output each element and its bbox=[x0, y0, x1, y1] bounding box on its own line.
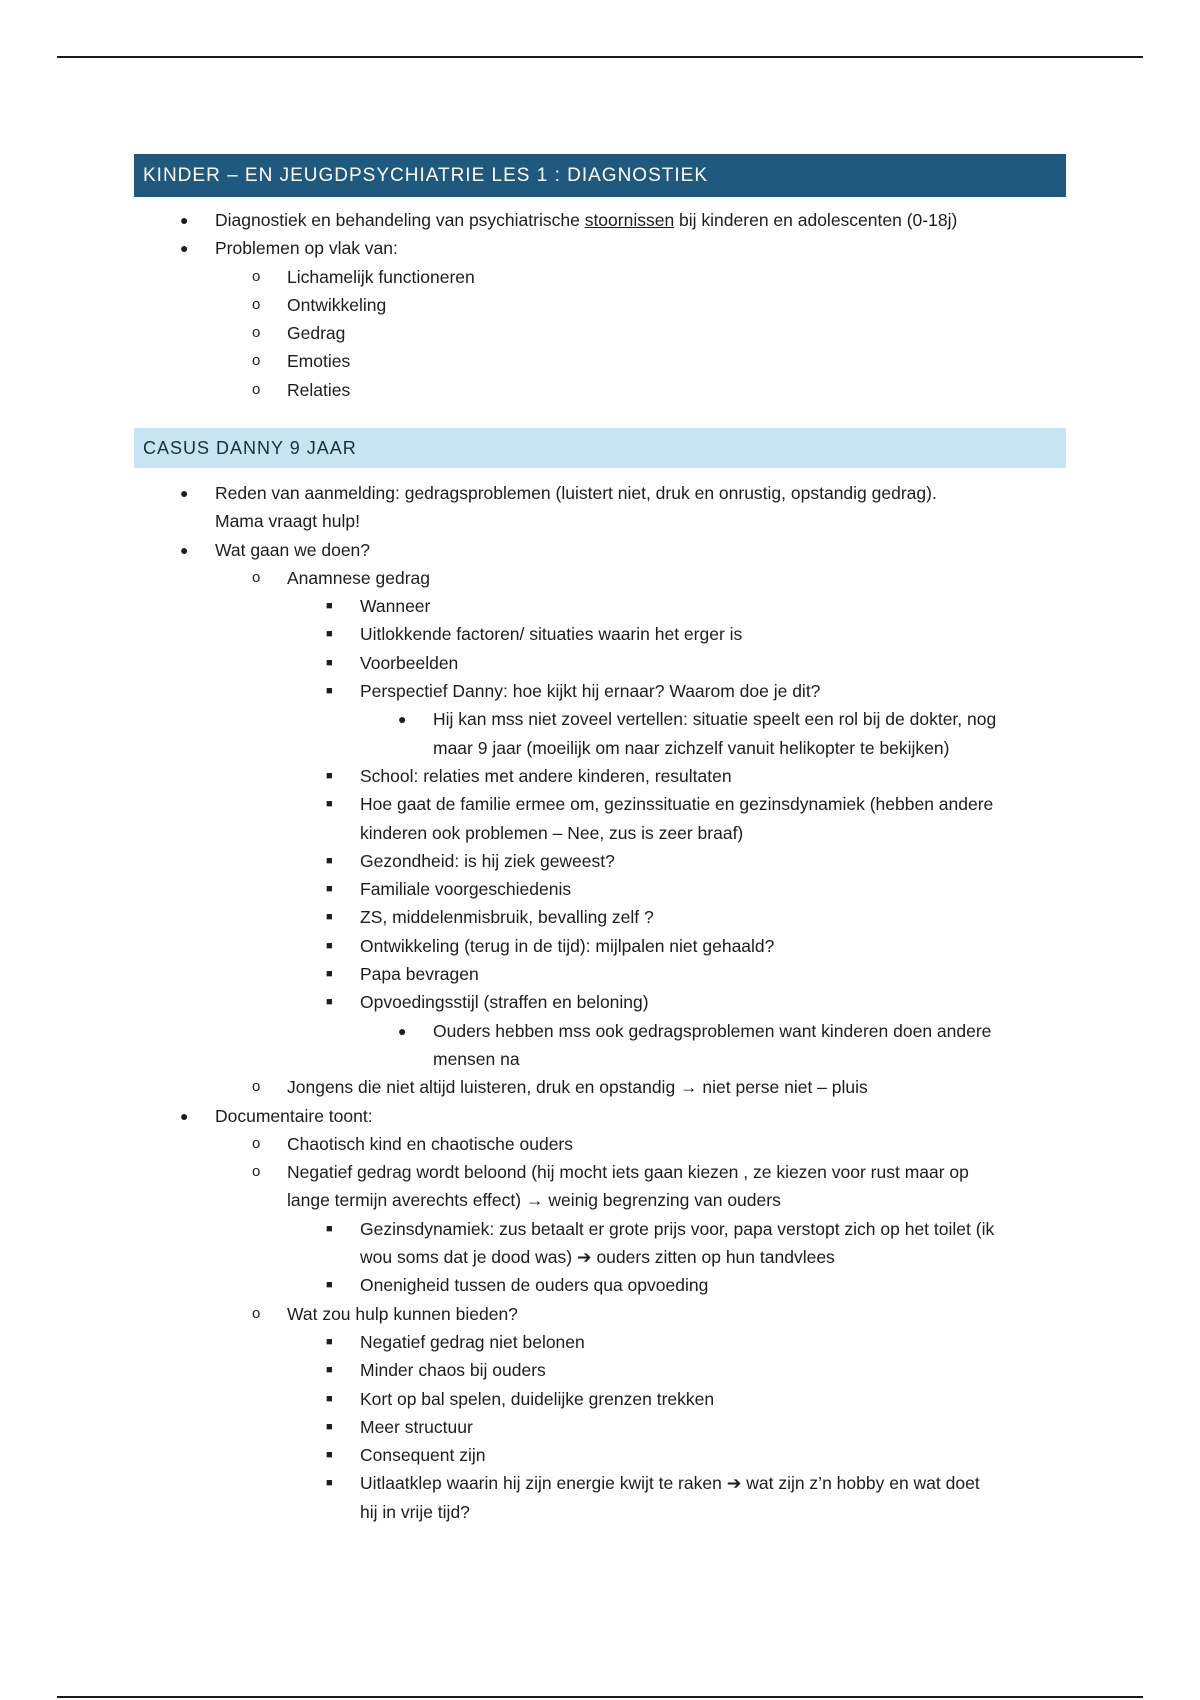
list-text: Meer structuur bbox=[360, 1416, 473, 1437]
list-text: Mama vraagt hulp! bbox=[215, 511, 360, 532]
square-bullet-icon: ■ bbox=[326, 1420, 333, 1433]
square-bullet-icon: ■ bbox=[326, 1222, 333, 1235]
square-bullet-icon: ■ bbox=[326, 883, 333, 896]
list-text: Ontwikkeling (terug in de tijd): mijlpalen niet gehaald? bbox=[360, 935, 775, 956]
list-item bbox=[0, 1130, 1055, 1158]
list-item-continuation bbox=[0, 1186, 1055, 1214]
list-item bbox=[0, 903, 1055, 931]
list-item-continuation bbox=[0, 1045, 1055, 1073]
list-item bbox=[0, 875, 1055, 903]
list-item bbox=[0, 376, 957, 404]
square-bullet-icon: ■ bbox=[326, 1335, 333, 1348]
list-text: Anamnese gedrag bbox=[287, 567, 431, 588]
list-item bbox=[0, 1300, 1055, 1328]
circle-bullet-icon: o bbox=[252, 295, 261, 313]
list-item bbox=[0, 1271, 1055, 1299]
list-item bbox=[0, 677, 1055, 705]
bullet-icon: ● bbox=[180, 240, 189, 257]
list-item bbox=[0, 847, 1055, 875]
list-item bbox=[0, 988, 1055, 1016]
bullet-icon: ● bbox=[180, 485, 189, 501]
list-text: Ouders hebben mss ook gedragsproblemen want kinderen doen andere bbox=[433, 1020, 992, 1041]
list-item bbox=[0, 592, 1055, 620]
square-bullet-icon: ■ bbox=[326, 628, 333, 641]
list-item-continuation bbox=[0, 1243, 1055, 1271]
list-item bbox=[0, 790, 1055, 818]
list-item-continuation bbox=[0, 1498, 1055, 1526]
list-item bbox=[0, 291, 957, 319]
square-bullet-icon: ■ bbox=[326, 600, 333, 613]
list-text: Relaties bbox=[287, 379, 351, 400]
list-text: Problemen op vlak van: bbox=[215, 238, 398, 259]
list-text: Perspectief Danny: hoe kijkt hij ernaar? Waarom doe je dit? bbox=[360, 681, 821, 702]
list-text: Chaotisch kind en chaotische ouders bbox=[287, 1133, 574, 1154]
list-item bbox=[0, 1328, 1055, 1356]
list-item bbox=[0, 1469, 1055, 1497]
section-heading-casus bbox=[134, 428, 1066, 468]
list-text: Familiale voorgeschiedenis bbox=[360, 879, 572, 900]
square-bullet-icon: ■ bbox=[326, 968, 333, 981]
page-title bbox=[134, 154, 1066, 197]
list-text: Uitlaatklep waarin hij zijn energie kwijt te raken ➔ wat zijn z’n hobby en wat doet bbox=[360, 1473, 980, 1494]
list-item bbox=[0, 1441, 1055, 1469]
list-text: Lichamelijk functioneren bbox=[287, 266, 475, 287]
bullet-icon: ● bbox=[398, 1022, 407, 1039]
list-text: Documentaire toont: bbox=[215, 1105, 373, 1126]
list-item bbox=[0, 319, 957, 347]
square-bullet-icon: ■ bbox=[326, 1449, 333, 1462]
square-bullet-icon: ■ bbox=[326, 685, 333, 698]
square-bullet-icon: ■ bbox=[326, 769, 333, 782]
list-item bbox=[0, 762, 1055, 790]
list-text: mensen na bbox=[433, 1048, 520, 1069]
list-item bbox=[0, 1413, 1055, 1441]
bullet-icon: ● bbox=[398, 711, 407, 728]
square-bullet-icon: ■ bbox=[326, 1279, 333, 1292]
list-text: Consequent zijn bbox=[360, 1445, 486, 1466]
square-bullet-icon: ■ bbox=[326, 939, 333, 952]
bullet-icon: ● bbox=[180, 212, 189, 228]
list-text: Emoties bbox=[287, 351, 351, 372]
casus-list bbox=[0, 479, 1055, 1526]
list-text: Hij kan mss niet zoveel vertellen: situatie speelt een rol bij de dokter, nog bbox=[433, 709, 997, 730]
circle-bullet-icon: o bbox=[252, 380, 261, 398]
list-text: Minder chaos bij ouders bbox=[360, 1360, 546, 1381]
list-text: Onenigheid tussen de ouders qua opvoeding bbox=[360, 1275, 709, 1296]
list-text: Negatief gedrag wordt beloond (hij mocht iets gaan kiezen , ze kiezen voor rust maar op bbox=[287, 1162, 969, 1183]
list-text: maar 9 jaar (moeilijk om naar zichzelf vanuit helikopter te bekijken) bbox=[433, 737, 950, 758]
circle-bullet-icon: o bbox=[252, 1304, 261, 1322]
list-item bbox=[0, 1073, 1055, 1101]
circle-bullet-icon: o bbox=[252, 1163, 261, 1181]
list-item bbox=[0, 1215, 1055, 1243]
circle-bullet-icon: o bbox=[252, 1078, 261, 1096]
square-bullet-icon: ■ bbox=[326, 1364, 333, 1377]
list-text: Papa bevragen bbox=[360, 964, 479, 985]
list-text: lange termijn averechts effect) → weinig begrenzing van ouders bbox=[287, 1190, 781, 1211]
intro-list bbox=[0, 206, 957, 404]
list-item-continuation bbox=[0, 507, 1055, 535]
list-text: bij kinderen en adolescenten (0-18j) bbox=[674, 210, 958, 230]
circle-bullet-icon: o bbox=[252, 568, 261, 586]
list-text: Negatief gedrag niet belonen bbox=[360, 1331, 585, 1352]
list-text: Diagnostiek en behandeling van psychiatrische bbox=[215, 210, 585, 230]
underlined-term: stoornissen bbox=[584, 210, 675, 230]
list-item bbox=[0, 206, 957, 234]
list-item bbox=[0, 1356, 1055, 1384]
list-text: Jongens die niet altijd luisteren, druk en opstandig → niet perse niet – pluis bbox=[287, 1077, 868, 1098]
bullet-icon: ● bbox=[180, 1107, 189, 1124]
list-text: Hoe gaat de familie ermee om, gezinssituatie en gezinsdynamiek (hebben andere bbox=[360, 794, 994, 815]
list-item bbox=[0, 1017, 1055, 1045]
list-item bbox=[0, 1385, 1055, 1413]
list-item bbox=[0, 564, 1055, 592]
list-item bbox=[0, 479, 1055, 507]
list-item bbox=[0, 1102, 1055, 1130]
square-bullet-icon: ■ bbox=[326, 854, 333, 867]
list-text: Gezinsdynamiek: zus betaalt er grote prijs voor, papa verstopt zich op het toilet (ik bbox=[360, 1218, 995, 1239]
square-bullet-icon: ■ bbox=[326, 798, 333, 811]
list-item bbox=[0, 705, 1055, 733]
list-text: kinderen ook problemen – Nee, zus is zeer braaf) bbox=[360, 822, 744, 843]
circle-bullet-icon: o bbox=[252, 267, 261, 285]
section-heading-text: CASUS DANNY 9 JAAR bbox=[143, 437, 357, 458]
list-item-continuation bbox=[0, 819, 1055, 847]
square-bullet-icon: ■ bbox=[326, 911, 333, 924]
list-text: Gedrag bbox=[287, 323, 346, 344]
list-item bbox=[0, 263, 957, 291]
list-item bbox=[0, 960, 1055, 988]
square-bullet-icon: ■ bbox=[326, 1477, 333, 1490]
list-item bbox=[0, 347, 957, 375]
list-item bbox=[0, 1158, 1055, 1186]
list-text: Wat zou hulp kunnen bieden? bbox=[287, 1303, 518, 1324]
circle-bullet-icon: o bbox=[252, 1134, 261, 1152]
list-text: Uitlokkende factoren/ situaties waarin het erger is bbox=[360, 624, 743, 645]
list-item bbox=[0, 932, 1055, 960]
list-text: Ontwikkeling bbox=[287, 294, 387, 315]
bottom-rule bbox=[57, 1696, 1143, 1698]
square-bullet-icon: ■ bbox=[326, 656, 333, 669]
square-bullet-icon: ■ bbox=[326, 996, 333, 1009]
list-text: Wat gaan we doen? bbox=[215, 539, 371, 560]
list-item-continuation bbox=[0, 734, 1055, 762]
bullet-icon: ● bbox=[180, 541, 189, 558]
list-text: Voorbeelden bbox=[360, 652, 459, 673]
square-bullet-icon: ■ bbox=[326, 1392, 333, 1405]
list-text: wou soms dat je dood was) ➔ ouders zitten op hun tandvlees bbox=[360, 1247, 835, 1268]
list-item bbox=[0, 536, 1055, 564]
list-text: Opvoedingsstijl (straffen en beloning) bbox=[360, 992, 649, 1013]
list-text: Kort op bal spelen, duidelijke grenzen trekken bbox=[360, 1388, 715, 1409]
top-rule bbox=[57, 56, 1143, 58]
list-text: hij in vrije tijd? bbox=[360, 1501, 470, 1522]
circle-bullet-icon: o bbox=[252, 324, 261, 342]
list-text: Wanneer bbox=[360, 596, 431, 617]
list-text: Reden van aanmelding: gedragsproblemen (luistert niet, druk en onrustig, opstandig gedrag). bbox=[215, 483, 937, 503]
page-title-text: KINDER – EN JEUGDPSYCHIATRIE LES 1 : DIAGNOSTIEK bbox=[143, 164, 708, 186]
list-item bbox=[0, 234, 957, 262]
list-text: Gezondheid: is hij ziek geweest? bbox=[360, 850, 615, 871]
circle-bullet-icon: o bbox=[252, 352, 261, 370]
list-text: ZS, middelenmisbruik, bevalling zelf ? bbox=[360, 907, 654, 928]
list-item bbox=[0, 649, 1055, 677]
list-text: School: relaties met andere kinderen, resultaten bbox=[360, 765, 732, 786]
list-item bbox=[0, 620, 1055, 648]
